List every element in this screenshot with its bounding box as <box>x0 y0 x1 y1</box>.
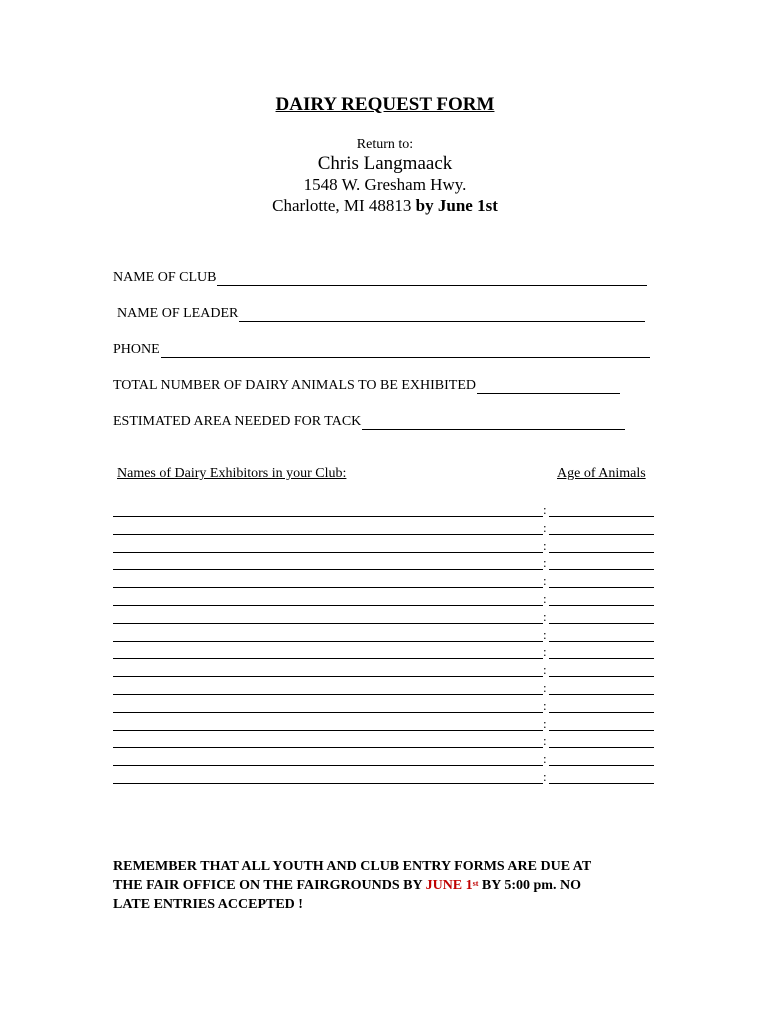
animal-age-line[interactable] <box>549 765 654 766</box>
animal-age-line[interactable] <box>549 783 654 784</box>
total-animals-line[interactable] <box>477 378 620 394</box>
animal-age-line[interactable] <box>549 658 654 659</box>
exhibitor-name-line[interactable] <box>113 623 543 624</box>
exhibitor-name-line[interactable] <box>113 694 543 695</box>
form-title: DAIRY REQUEST FORM <box>275 94 495 115</box>
notice-line-1: REMEMBER THAT ALL YOUTH AND CLUB ENTRY FORMS ARE DUE AT <box>113 859 592 874</box>
exhibitor-row <box>113 734 654 752</box>
exhibitor-name-line[interactable] <box>113 552 543 553</box>
exhibitor-row <box>113 592 654 610</box>
exhibitor-row <box>113 663 654 681</box>
animal-age-line[interactable] <box>549 552 654 553</box>
row-separator: : <box>543 679 547 695</box>
exhibitor-name-line[interactable] <box>113 641 543 642</box>
exhibitor-row <box>113 628 654 646</box>
row-separator: : <box>543 590 547 606</box>
club-name-label: NAME OF CLUB <box>113 270 217 285</box>
exhibitor-row <box>113 539 654 557</box>
row-separator: : <box>543 768 547 784</box>
phone-field[interactable] <box>113 338 650 358</box>
animal-age-line[interactable] <box>549 641 654 642</box>
leader-name-line[interactable] <box>239 306 645 322</box>
notice-line-3: LATE ENTRIES ACCEPTED ! <box>113 897 303 912</box>
exhibitor-name-line[interactable] <box>113 516 543 517</box>
exhibitor-row <box>113 610 654 628</box>
animal-age-header: Age of Animals <box>557 466 646 481</box>
exhibitor-name-line[interactable] <box>113 569 543 570</box>
animal-age-line[interactable] <box>549 730 654 731</box>
exhibitor-row <box>113 699 654 717</box>
notice-line-2-prefix: THE FAIR OFFICE ON THE FAIRGROUNDS BY <box>113 878 423 893</box>
exhibitor-row <box>113 770 654 788</box>
row-separator: : <box>543 644 547 660</box>
row-separator: : <box>543 519 547 535</box>
row-separator: : <box>543 573 547 589</box>
animal-age-line[interactable] <box>549 694 654 695</box>
deadline-text: by June 1st <box>415 196 498 215</box>
row-separator: : <box>543 626 547 642</box>
row-separator: : <box>543 662 547 678</box>
animal-age-line[interactable] <box>549 587 654 588</box>
animal-age-line[interactable] <box>549 623 654 624</box>
total-animals-field[interactable] <box>113 374 620 394</box>
tack-area-line[interactable] <box>362 414 625 430</box>
leader-name-label: NAME OF LEADER <box>117 306 239 321</box>
leader-name-field[interactable] <box>117 302 645 322</box>
club-name-line[interactable] <box>217 270 647 286</box>
row-separator: : <box>543 751 547 767</box>
exhibitor-row <box>113 717 654 735</box>
row-separator: : <box>543 555 547 571</box>
exhibitor-name-line[interactable] <box>113 676 543 677</box>
exhibitor-row <box>113 681 654 699</box>
notice-date-text: JUNE 1 <box>425 878 473 893</box>
row-separator: : <box>543 697 547 713</box>
row-separator: : <box>543 537 547 553</box>
animal-age-line[interactable] <box>549 605 654 606</box>
exhibitor-row <box>113 556 654 574</box>
exhibitor-name-line[interactable] <box>113 712 543 713</box>
exhibitor-names-header: Names of Dairy Exhibitors in your Club: <box>117 466 347 481</box>
return-to-label: Return to: <box>356 137 414 152</box>
exhibitor-name-line[interactable] <box>113 658 543 659</box>
phone-label: PHONE <box>113 342 160 357</box>
contact-city <box>0 196 770 216</box>
contact-street: 1548 W. Gresham Hwy. <box>303 175 467 194</box>
exhibitor-name-line[interactable] <box>113 747 543 748</box>
total-animals-label: TOTAL NUMBER OF DAIRY ANIMALS TO BE EXHIBITED <box>113 378 477 393</box>
animal-age-line[interactable] <box>549 676 654 677</box>
exhibitor-rows <box>113 503 654 788</box>
animal-age-line[interactable] <box>549 516 654 517</box>
animal-age-line[interactable] <box>549 569 654 570</box>
exhibitor-row <box>113 645 654 663</box>
exhibitor-row <box>113 574 654 592</box>
row-separator: : <box>543 733 547 749</box>
row-separator: : <box>543 502 547 517</box>
notice-line-2-suffix: BY 5:00 pm. NO <box>481 878 581 893</box>
phone-line[interactable] <box>161 342 650 358</box>
animal-age-line[interactable] <box>549 534 654 535</box>
notice-line-2 <box>113 876 673 895</box>
animal-age-line[interactable] <box>549 747 654 748</box>
exhibitor-name-line[interactable] <box>113 534 543 535</box>
exhibitor-row <box>113 503 654 521</box>
exhibitor-name-line[interactable] <box>113 765 543 766</box>
row-separator: : <box>543 715 547 731</box>
row-separator: : <box>543 608 547 624</box>
club-name-field[interactable] <box>113 266 647 286</box>
city-text: Charlotte, MI 48813 <box>272 196 412 215</box>
exhibitor-name-line[interactable] <box>113 783 543 784</box>
deadline-notice <box>113 857 673 914</box>
tack-area-field[interactable] <box>113 410 625 430</box>
exhibitor-row <box>113 752 654 770</box>
contact-name: Chris Langmaack <box>317 153 453 174</box>
animal-age-line[interactable] <box>549 712 654 713</box>
notice-date-sup: st <box>472 879 479 888</box>
tack-area-label: ESTIMATED AREA NEEDED FOR TACK <box>113 414 362 429</box>
exhibitor-row <box>113 521 654 539</box>
exhibitor-name-line[interactable] <box>113 587 543 588</box>
exhibitor-name-line[interactable] <box>113 605 543 606</box>
exhibitor-name-line[interactable] <box>113 730 543 731</box>
notice-date <box>426 878 479 893</box>
